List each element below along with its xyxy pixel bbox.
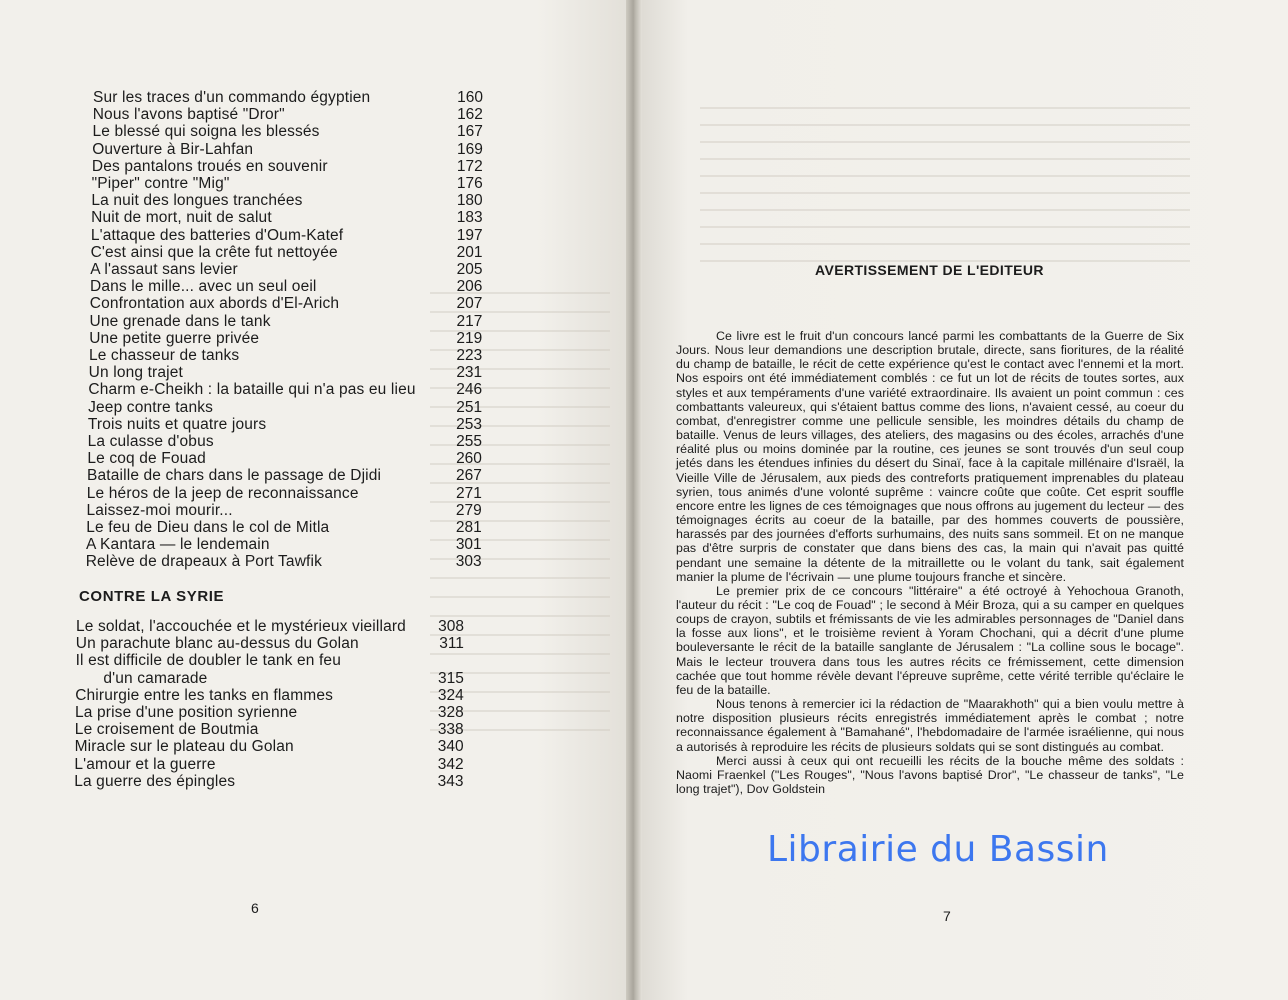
toc-entry-title: La culasse d'obus xyxy=(87,433,214,450)
toc-entry-title: d'un camarade xyxy=(103,669,208,687)
toc-entry-title: Le blessé qui soigna les blessés xyxy=(92,123,320,141)
toc-entry-page: 311 xyxy=(439,635,464,653)
toc-entry-title: Le chasseur de tanks xyxy=(88,347,240,364)
toc-entry-page: 206 xyxy=(456,278,483,296)
toc-entry-title: "Piper" contre "Mig" xyxy=(91,175,230,192)
toc-entry-title: Bataille de chars dans le passage de Djidi xyxy=(87,467,382,485)
toc-entry-page: 205 xyxy=(456,261,483,278)
page-number-right: 7 xyxy=(943,908,951,924)
toc-entry-page: 246 xyxy=(456,381,483,399)
toc-entry-page: 255 xyxy=(456,433,482,450)
toc-entry-title: Des pantalons troués en souvenir xyxy=(91,157,328,175)
toc-entry-page: 342 xyxy=(437,755,464,773)
toc-entry-page: 340 xyxy=(437,738,464,756)
toc-entry-page: 260 xyxy=(456,450,482,468)
toc-entry-title: Une grenade dans le tank xyxy=(89,312,271,330)
toc-entry-page: 251 xyxy=(456,398,483,416)
toc-entry-page: 197 xyxy=(456,226,483,244)
toc-entry-title: L'amour et la guerre xyxy=(74,755,216,773)
toc-entry-title: Il est difficile de doubler le tank en feu xyxy=(75,652,341,670)
toc-entry-title: A Kantara — le lendemain xyxy=(85,536,270,554)
toc-entry-title: La prise d'une position syrienne xyxy=(75,704,298,721)
toc-entry-title: Laissez-moi mourir... xyxy=(86,501,233,519)
toc-entry-page: 217 xyxy=(456,312,483,330)
toc-entry-title: Un parachute blanc au-dessus du Golan xyxy=(75,635,359,653)
toc-entry-page: 338 xyxy=(437,721,464,739)
toc-entry-title: C'est ainsi que la crête fut nettoyée xyxy=(90,243,338,261)
toc-entry-page: 180 xyxy=(456,192,483,210)
toc-entry-page: 167 xyxy=(457,123,483,141)
toc-entry-title: Une petite guerre privée xyxy=(89,329,260,347)
toc-entry-title: Sur les traces d'un commando égyptien xyxy=(93,89,371,106)
toc-entry-page: 201 xyxy=(456,243,483,261)
toc-entry-page: 328 xyxy=(437,704,464,721)
toc-entry-page: 308 xyxy=(438,618,464,635)
toc-entry-page: 324 xyxy=(437,686,464,704)
toc-entry-title: A l'assaut sans levier xyxy=(90,261,238,278)
section-title: CONTRE LA SYRIE xyxy=(79,588,225,605)
toc-entry-title: Le coq de Fouad xyxy=(87,450,206,468)
paragraph-4: Merci aussi à ceux qui ont recueilli les récits de la bouche même des soldats : Naomi Fraenkel ("Les Rouges", "Nous l'avons baptisé Dror", "Le chasseur de tanks", "Le long trajet"), Dov Goldstein xyxy=(676,753,1184,796)
toc-entry-title: Le soldat, l'accouchée et le mystérieux vieillard xyxy=(76,618,406,635)
toc-entry-page: 271 xyxy=(455,484,482,502)
toc-entry-page: 172 xyxy=(456,157,483,175)
editor-notice-title: AVERTISSEMENT DE L'EDITEUR xyxy=(815,262,1044,278)
toc-entry-page: 223 xyxy=(456,347,483,364)
paragraph-2: Le premier prix de ce concours "littéraire" a été octroyé à Yehochoua Granoth, l'auteur du récit : "Le coq de Fouad" ; le second à Méir Broza, qui a su camper en quelques coups de crayon, subtils et frémissants de vie les admirables personnages de "Daniel dans la fosse aux lions", et le troisième revient à Yoram Chochani, qui a décrit d'une plume bouleversante le récit de la bataille sanglante de Jérusalem : "La colline sous le bocage". Mais le lecteur trouvera dans tous les autres récits ce frémissement, cette dimension cachée que tout homme révèle devant l'épreuve suprême, cette vérité terrible qu'éclaire le feu de la bataille. xyxy=(676,583,1184,697)
paragraph-1: Ce livre est le fruit d'un concours lancé parmi les combattants de la Guerre de Six Jours. Nous leur demandions une description brutale, directe, sans fioritures, de la réalité du champ de bataille, le récit de cette expérience qu'est le contact avec l'ennemi et la mort. Nos espoirs ont été immédiatement comblés : ce fut un lot de récits de toutes sortes, aux styles et aux tempéraments d'une variété extraordinaire. Ils avaient un point commun : ces combattants valeureux, qui s'étaient battus comme des lions, n'avaient cessé, au coeur du combat, d'enregistrer comme une pellicule sensible, les moindres détails du champ de bataille. Venus de leurs villages, des ateliers, des magasins ou des écoles, arrachés d'une réalité plus ou moins dominée par la routine, ces jeunes se sont trouvés d'un seul coup jetés dans les étendues infinies du désert du Sinaï, face à la capitale millénaire d'Israël, la Vieille Ville de Jérusalem, aux pieds des contreforts pratiquement imprenables du plateau syrien, tous animés d'une volonté suprême : vaincre coûte que coûte. Cet esprit souffle encore entre les lignes de ces témoignages que nous offrons au jugement du lecteur — des témoignages écrits au coeur de la bataille, par des hommes couverts de poussière, harassés par des journées d'efforts surhumains, des nuits sans sommeil. Et on ne manque pas d'être surpris de constater que dans biens des cas, la main qui n'avait pas quitté pendant une semaine la détente de la mitraillette ou le volant du tank, sait également manier la plume de l'écrivain — une plume toujours franche et sincère. xyxy=(676,329,1184,584)
toc-entry-title: L'attaque des batteries d'Oum-Katef xyxy=(90,226,344,244)
toc-entry-title: Charm e-Cheikh : la bataille qui n'a pas eu lieu xyxy=(88,381,416,399)
toc-entry-page: 303 xyxy=(455,553,482,571)
toc-entry-page: 162 xyxy=(457,106,483,124)
toc-entry-title: Le héros de la jeep de reconnaissance xyxy=(86,484,359,502)
toc-entry-title: Jeep contre tanks xyxy=(88,398,214,416)
toc-entry-page: 315 xyxy=(437,669,464,687)
toc-entry-page: 301 xyxy=(455,536,482,554)
toc-entry-title: Trois nuits et quatre jours xyxy=(87,415,267,433)
book-gutter xyxy=(626,0,642,1000)
watermark-logo: Librairie du Bassin xyxy=(767,829,1109,870)
toc-entry-page: 253 xyxy=(456,415,483,433)
page-number-left: 6 xyxy=(251,900,259,916)
toc-entry-page: 343 xyxy=(437,772,464,790)
toc-entry-title: Le feu de Dieu dans le col de Mitla xyxy=(86,519,330,536)
toc-entry-title: Nous l'avons baptisé "Dror" xyxy=(92,106,285,124)
toc-entry-title: Confrontation aux abords d'El-Arich xyxy=(89,295,340,313)
toc-entry-page: 183 xyxy=(456,209,483,227)
toc-entry-title: La nuit des longues tranchées xyxy=(91,192,303,210)
toc-entry-title: Dans le mille... avec un seul oeil xyxy=(90,278,317,296)
toc-entry-page: 169 xyxy=(456,140,483,158)
toc-entry-title: Miracle sur le plateau du Golan xyxy=(74,738,294,756)
toc-entry-title: Chirurgie entre les tanks en flammes xyxy=(75,686,333,704)
toc-entry-page: 281 xyxy=(455,519,482,536)
toc-entry-title: Relève de drapeaux à Port Tawfik xyxy=(85,553,322,571)
toc-entry-page: 231 xyxy=(456,364,483,382)
toc-entry-page: 279 xyxy=(455,501,482,519)
toc-entry-page: 176 xyxy=(456,175,483,192)
paragraph-3: Nous tenons à remercier ici la rédaction de "Maarakhoth" qui a bien voulu mettre à notre disposition plusieurs récits enregistrés immédiatement après le combat ; notre reconnaissance également à "Bamahané", l'hebdomadaire de l'armée israélienne, qui nous a autorisés à reproduire les récits de plusieurs soldats qui se sont distingués au combat. xyxy=(676,697,1184,754)
toc-entry-page: 207 xyxy=(456,295,483,313)
editor-notice-body xyxy=(676,329,1184,796)
toc-entry-title: Nuit de mort, nuit de salut xyxy=(91,209,272,227)
toc-entry-page: 267 xyxy=(456,467,482,485)
toc-entry-page: 219 xyxy=(456,329,483,347)
toc-entry-title: Un long trajet xyxy=(88,364,183,382)
toc-entry-title: Le croisement de Boutmia xyxy=(74,721,259,739)
toc-entry-title: Ouverture à Bir-Lahfan xyxy=(92,140,254,158)
toc-entry-page: 160 xyxy=(457,89,483,106)
toc-entry-title: La guerre des épingles xyxy=(74,772,236,790)
